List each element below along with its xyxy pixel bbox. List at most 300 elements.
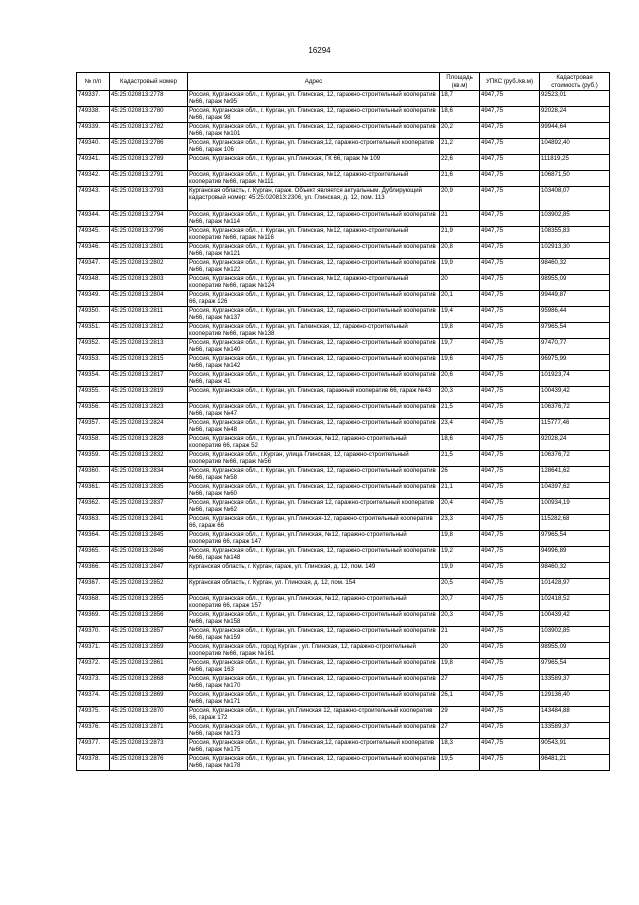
upks-cell: 4947,75 xyxy=(480,691,540,707)
area-cell: 20,2 xyxy=(440,123,480,139)
area-cell: 20,3 xyxy=(440,387,480,403)
upks-cell: 4947,75 xyxy=(480,467,540,483)
cadastral-cost-cell: 92028,24 xyxy=(540,107,610,123)
cadastral-cost-cell: 96975,99 xyxy=(540,355,610,371)
cadastral-cost-cell: 101428,97 xyxy=(540,579,610,595)
cadastral-cost-cell: 115282,68 xyxy=(540,515,610,531)
cadastral-number-cell: 45:25:020813:2811 xyxy=(110,307,188,323)
header-address: Адрес xyxy=(188,73,440,91)
upks-cell: 4947,75 xyxy=(480,107,540,123)
address-cell: Россия, Курганская обл., г. Курган, ул. Глинская, 12, гаражно-строительный кооператив 66, гараж 126 xyxy=(188,291,440,307)
header-upks: УПКС (руб./кв.м) xyxy=(480,73,540,91)
cadastral-number-cell: 45:25:020813:2870 xyxy=(110,707,188,723)
area-cell: 27 xyxy=(440,675,480,691)
cadastral-number-cell: 45:25:020813:2815 xyxy=(110,355,188,371)
table-row xyxy=(77,691,610,707)
cadastral-cost-cell: 98460,32 xyxy=(540,563,610,579)
row-num-cell: 749351. xyxy=(77,323,110,339)
row-num-cell: 749378. xyxy=(77,755,110,771)
cadastral-cost-cell: 128641,62 xyxy=(540,467,610,483)
upks-cell: 4947,75 xyxy=(480,123,540,139)
area-cell: 18,7 xyxy=(440,91,480,107)
cadastral-number-cell: 45:25:020813:2856 xyxy=(110,611,188,627)
row-num-cell: 749348. xyxy=(77,275,110,291)
row-num-cell: 749377. xyxy=(77,739,110,755)
area-cell: 20 xyxy=(440,643,480,659)
upks-cell: 4947,75 xyxy=(480,611,540,627)
row-num-cell: 749354. xyxy=(77,371,110,387)
cadastral-cost-cell: 102418,52 xyxy=(540,595,610,611)
row-num-cell: 749375. xyxy=(77,707,110,723)
upks-cell: 4947,75 xyxy=(480,483,540,499)
address-cell: Россия, Курганская обл., г. Курган, ул. Глинская, 12, гаражно-строительный кооператив №66, гараж №137 xyxy=(188,307,440,323)
upks-cell: 4947,75 xyxy=(480,499,540,515)
address-cell: Курганская область, г. Курган, ул. Глинская, д. 12, пом. 154 xyxy=(188,579,440,595)
table-row xyxy=(77,307,610,323)
cadastral-cost-cell: 104892,40 xyxy=(540,139,610,155)
table-row xyxy=(77,107,610,123)
table-row xyxy=(77,467,610,483)
row-num-cell: 749369. xyxy=(77,611,110,627)
cadastral-cost-cell: 103408,07 xyxy=(540,187,610,211)
row-num-cell: 749356. xyxy=(77,403,110,419)
cadastral-number-cell: 45:25:020813:2835 xyxy=(110,483,188,499)
upks-cell: 4947,75 xyxy=(480,707,540,723)
area-cell: 20,6 xyxy=(440,371,480,387)
address-cell: Россия, Курганская обл., г. Курган, ул. Глинская, 12, гаражно-строительный кооператив №66, гараж №159 xyxy=(188,627,440,643)
address-cell: Россия, Курганская обл., г. Курган, ул. Глинская, 12, гаражно-строительный кооператив №66, гараж №101 xyxy=(188,123,440,139)
cadastral-number-cell: 45:25:020813:2778 xyxy=(110,91,188,107)
header-area: Площадь (кв.м) xyxy=(440,73,480,91)
table-row xyxy=(77,155,610,171)
upks-cell: 4947,75 xyxy=(480,227,540,243)
cadastral-number-cell: 45:25:020813:2837 xyxy=(110,499,188,515)
cadastral-number-cell: 45:25:020813:2832 xyxy=(110,451,188,467)
cadastral-cost-cell: 92523,01 xyxy=(540,91,610,107)
header-cost: Кадастровая стоимость (руб.) xyxy=(540,73,610,91)
address-cell: Россия, Курганская обл., г. Курган, ул. Глинская, 12, гаражно-строительный кооператив №66, гараж №60 xyxy=(188,483,440,499)
cadastral-number-cell: 45:25:020813:2876 xyxy=(110,755,188,771)
row-num-cell: 749374. xyxy=(77,691,110,707)
address-cell: Россия, Курганская обл., г. Курган, ул.Глинская, №12, гаражно-строительный кооператив 66, гараж 52 xyxy=(188,435,440,451)
cadastral-cost-cell: 115777,46 xyxy=(540,419,610,435)
area-cell: 21,5 xyxy=(440,403,480,419)
cadastral-number-cell: 45:25:020813:2871 xyxy=(110,723,188,739)
table-row xyxy=(77,499,610,515)
address-cell: Россия, Курганская обл., г. Курган, ул. Глинская,12, гаражно-строительный кооператив №66, гараж №175 xyxy=(188,739,440,755)
cadastral-cost-cell: 97965,54 xyxy=(540,659,610,675)
cadastral-cost-cell: 99449,87 xyxy=(540,291,610,307)
cadastral-number-cell: 45:25:020813:2857 xyxy=(110,627,188,643)
address-cell: Россия, Курганская обл., г. Курган, ул.Глинская, №12, гаражно-строительный кооператив 66, гараж 147 xyxy=(188,531,440,547)
area-cell: 20,3 xyxy=(440,611,480,627)
table-row xyxy=(77,659,610,675)
cadastral-cost-cell: 106376,72 xyxy=(540,451,610,467)
upks-cell: 4947,75 xyxy=(480,739,540,755)
upks-cell: 4947,75 xyxy=(480,595,540,611)
area-cell: 19,5 xyxy=(440,755,480,771)
area-cell: 23,3 xyxy=(440,515,480,531)
row-num-cell: 749361. xyxy=(77,483,110,499)
table-row xyxy=(77,627,610,643)
table-row xyxy=(77,435,610,451)
table-row xyxy=(77,739,610,755)
upks-cell: 4947,75 xyxy=(480,291,540,307)
row-num-cell: 749365. xyxy=(77,547,110,563)
upks-cell: 4947,75 xyxy=(480,91,540,107)
address-cell: Россия, Курганская обл., г. Курган, ул. Глинская,12, гаражно-строительный кооператив №66, гараж 106 xyxy=(188,139,440,155)
area-cell: 27 xyxy=(440,723,480,739)
row-num-cell: 749371. xyxy=(77,643,110,659)
area-cell: 19,6 xyxy=(440,355,480,371)
upks-cell: 4947,75 xyxy=(480,563,540,579)
cadastral-number-cell: 45:25:020813:2801 xyxy=(110,243,188,259)
row-num-cell: 749344. xyxy=(77,211,110,227)
area-cell: 26 xyxy=(440,467,480,483)
address-cell: Россия, Курганская обл., г. Курган, ул. Глинская, 12, гаражно-строительный кооператив №66, гараж №121 xyxy=(188,243,440,259)
area-cell: 26,1 xyxy=(440,691,480,707)
upks-cell: 4947,75 xyxy=(480,451,540,467)
area-cell: 23,4 xyxy=(440,419,480,435)
address-cell: Россия, Курганская обл., г. Курган, ул. Глинская, 12, гаражно-строительный кооператив №66, гараж №170 xyxy=(188,675,440,691)
table-row xyxy=(77,139,610,155)
row-num-cell: 749370. xyxy=(77,627,110,643)
cadastral-number-cell: 45:25:020813:2828 xyxy=(110,435,188,451)
cadastral-cost-cell: 129136,40 xyxy=(540,691,610,707)
table-row xyxy=(77,531,610,547)
address-cell: Россия, Курганская обл., г. Курган, ул. Глинская 12, гаражно-строительный кооператив №66, гараж №62 xyxy=(188,499,440,515)
address-cell: Россия, Курганская обл., г. Курган, ул. Галкинская, 12, гаражно-строительный кооператив №66, гараж №138 xyxy=(188,323,440,339)
cadastral-number-cell: 45:25:020813:2819 xyxy=(110,387,188,403)
page-number: 16294 xyxy=(308,46,331,55)
row-num-cell: 749360. xyxy=(77,467,110,483)
cadastral-cost-cell: 103902,85 xyxy=(540,211,610,227)
cadastral-cost-cell: 111819,25 xyxy=(540,155,610,171)
upks-cell: 4947,75 xyxy=(480,643,540,659)
upks-cell: 4947,75 xyxy=(480,355,540,371)
table-row xyxy=(77,755,610,771)
cadastral-cost-cell: 95986,44 xyxy=(540,307,610,323)
upks-cell: 4947,75 xyxy=(480,339,540,355)
area-cell: 19,4 xyxy=(440,307,480,323)
cadastral-number-cell: 45:25:020813:2841 xyxy=(110,515,188,531)
table-body xyxy=(77,91,610,771)
area-cell: 19,8 xyxy=(440,323,480,339)
cadastral-cost-cell: 100934,19 xyxy=(540,499,610,515)
cadastral-cost-cell: 92028,24 xyxy=(540,435,610,451)
cadastral-cost-cell: 103902,85 xyxy=(540,627,610,643)
cadastral-number-cell: 45:25:020813:2803 xyxy=(110,275,188,291)
upks-cell: 4947,75 xyxy=(480,515,540,531)
cadastral-cost-cell: 108355,83 xyxy=(540,227,610,243)
row-num-cell: 749362. xyxy=(77,499,110,515)
upks-cell: 4947,75 xyxy=(480,211,540,227)
address-cell: Курганская область, г. Курган, гараж, ул. Глинская, д. 12, пом. 149 xyxy=(188,563,440,579)
row-num-cell: 749349. xyxy=(77,291,110,307)
table-row xyxy=(77,515,610,531)
upks-cell: 4947,75 xyxy=(480,307,540,323)
row-num-cell: 749363. xyxy=(77,515,110,531)
address-cell: Россия, Курганская обл., г. Курган, ул.Глинская-12, гаражно-строительный кооператив 66, гараж 66 xyxy=(188,515,440,531)
area-cell: 18,6 xyxy=(440,435,480,451)
area-cell: 20 xyxy=(440,275,480,291)
area-cell: 21,6 xyxy=(440,171,480,187)
row-num-cell: 749364. xyxy=(77,531,110,547)
area-cell: 21,5 xyxy=(440,451,480,467)
upks-cell: 4947,75 xyxy=(480,675,540,691)
cadastral-number-cell: 45:25:020813:2824 xyxy=(110,419,188,435)
area-cell: 19,8 xyxy=(440,531,480,547)
cadastral-cost-cell: 133589,37 xyxy=(540,723,610,739)
upks-cell: 4947,75 xyxy=(480,419,540,435)
area-cell: 19,9 xyxy=(440,563,480,579)
cadastral-cost-cell: 94996,89 xyxy=(540,547,610,563)
row-num-cell: 749358. xyxy=(77,435,110,451)
address-cell: Россия, Курганская обл., г. Курган, ул.Глинская, ГК 66, гараж № 109 xyxy=(188,155,440,171)
upks-cell: 4947,75 xyxy=(480,155,540,171)
cadastral-cost-cell: 104397,62 xyxy=(540,483,610,499)
cadastral-number-cell: 45:25:020813:2804 xyxy=(110,291,188,307)
area-cell: 19,9 xyxy=(440,259,480,275)
upks-cell: 4947,75 xyxy=(480,435,540,451)
address-cell: Курганская область, г. Курган, гараж. Объект является актуальным. Дублирующий кадастровый номер: 45:25:020813:2306, ул. Глинская, д. 12, пом. 113 xyxy=(188,187,440,211)
area-cell: 20,8 xyxy=(440,243,480,259)
upks-cell: 4947,75 xyxy=(480,659,540,675)
area-cell: 20,5 xyxy=(440,579,480,595)
upks-cell: 4947,75 xyxy=(480,243,540,259)
area-cell: 21,2 xyxy=(440,139,480,155)
row-num-cell: 749353. xyxy=(77,355,110,371)
row-num-cell: 749342. xyxy=(77,171,110,187)
cadastral-number-cell: 45:25:020813:2847 xyxy=(110,563,188,579)
row-num-cell: 749368. xyxy=(77,595,110,611)
upks-cell: 4947,75 xyxy=(480,531,540,547)
row-num-cell: 749367. xyxy=(77,579,110,595)
table-row xyxy=(77,339,610,355)
table-row xyxy=(77,259,610,275)
cadastral-number-cell: 45:25:020813:2786 xyxy=(110,139,188,155)
upks-cell: 4947,75 xyxy=(480,371,540,387)
cadastral-number-cell: 45:25:020813:2873 xyxy=(110,739,188,755)
upks-cell: 4947,75 xyxy=(480,403,540,419)
area-cell: 21,1 xyxy=(440,483,480,499)
cadastral-cost-cell: 106376,72 xyxy=(540,403,610,419)
table-row xyxy=(77,355,610,371)
address-cell: Россия, Курганская обл., г. Курган, ул. Глинская, 12, гаражно-строительный кооператив №66, гараж №48 xyxy=(188,419,440,435)
address-cell: Россия, Курганская обл., г. Курган, ул. Глинская, №12, гаражно-строительный кооператив №66, гараж №124 xyxy=(188,275,440,291)
cadastral-cost-cell: 133589,37 xyxy=(540,675,610,691)
cadastral-cost-cell: 98460,32 xyxy=(540,259,610,275)
area-cell: 20,1 xyxy=(440,291,480,307)
area-cell: 18,6 xyxy=(440,107,480,123)
table-row xyxy=(77,371,610,387)
table-row xyxy=(77,675,610,691)
address-cell: Россия, Курганская обл., город Курган , ул. Глинская, 12, гаражно-строительный кооператив №66, гараж №161 xyxy=(188,643,440,659)
area-cell: 20,4 xyxy=(440,499,480,515)
area-cell: 20,9 xyxy=(440,187,480,211)
area-cell: 18,3 xyxy=(440,739,480,755)
table-row xyxy=(77,211,610,227)
row-num-cell: 749337. xyxy=(77,91,110,107)
cadastral-number-cell: 45:25:020813:2789 xyxy=(110,155,188,171)
cadastral-cost-cell: 90543,91 xyxy=(540,739,610,755)
cadastral-number-cell: 45:25:020813:2780 xyxy=(110,107,188,123)
table-row xyxy=(77,563,610,579)
table-row xyxy=(77,403,610,419)
table-row xyxy=(77,387,610,403)
table-row xyxy=(77,579,610,595)
area-cell: 19,2 xyxy=(440,547,480,563)
area-cell: 19,7 xyxy=(440,339,480,355)
cadastral-number-cell: 45:25:020813:2869 xyxy=(110,691,188,707)
row-num-cell: 749340. xyxy=(77,139,110,155)
cadastral-number-cell: 45:25:020813:2855 xyxy=(110,595,188,611)
cadastral-number-cell: 45:25:020813:2861 xyxy=(110,659,188,675)
upks-cell: 4947,75 xyxy=(480,171,540,187)
address-cell: Россия, Курганская обл., г. Курган, ул. Глинская, 12, гаражно-строительный кооператив №66, гараж №114 xyxy=(188,211,440,227)
row-num-cell: 749357. xyxy=(77,419,110,435)
cadastral-number-cell: 45:25:020813:2845 xyxy=(110,531,188,547)
cadastral-number-cell: 45:25:020813:2794 xyxy=(110,211,188,227)
table-row xyxy=(77,187,610,211)
cadastral-cost-cell: 97470,77 xyxy=(540,339,610,355)
row-num-cell: 749346. xyxy=(77,243,110,259)
address-cell: Россия, Курганская обл., г. Курган, ул. Глинская, гаражный кооператив 66, гараж №43 xyxy=(188,387,440,403)
upks-cell: 4947,75 xyxy=(480,323,540,339)
cadastral-cost-cell: 98955,09 xyxy=(540,275,610,291)
upks-cell: 4947,75 xyxy=(480,755,540,771)
cadastral-cost-cell: 97965,54 xyxy=(540,531,610,547)
area-cell: 21 xyxy=(440,211,480,227)
cadastral-table xyxy=(76,72,610,771)
cadastral-number-cell: 45:25:020813:2834 xyxy=(110,467,188,483)
row-num-cell: 749355. xyxy=(77,387,110,403)
address-cell: Россия, Курганская обл., г. Курган, ул. Глинская, 12, гаражно-строительный кооператив №66, гараж №47 xyxy=(188,403,440,419)
address-cell: Россия, Курганская обл., г. Курган, ул. Глинская, 12, гаражно-строительный кооператив №66, гараж №95 xyxy=(188,91,440,107)
address-cell: Россия, Курганская обл., г. Курган, ул. Глинская, 12, гаражно-строительный кооператив №66, гараж №122 xyxy=(188,259,440,275)
upks-cell: 4947,75 xyxy=(480,187,540,211)
row-num-cell: 749338. xyxy=(77,107,110,123)
upks-cell: 4947,75 xyxy=(480,387,540,403)
table-row xyxy=(77,643,610,659)
cadastral-cost-cell: 99944,64 xyxy=(540,123,610,139)
row-num-cell: 749376. xyxy=(77,723,110,739)
row-num-cell: 749366. xyxy=(77,563,110,579)
table-row xyxy=(77,91,610,107)
cadastral-cost-cell: 97965,54 xyxy=(540,323,610,339)
row-num-cell: 749345. xyxy=(77,227,110,243)
row-num-cell: 749341. xyxy=(77,155,110,171)
address-cell: Россия, Курганская обл., г. Курган, ул.Глинская, №12, гаражно-строительный кооператив 66, гараж 157 xyxy=(188,595,440,611)
cadastral-number-cell: 45:25:020813:2796 xyxy=(110,227,188,243)
upks-cell: 4947,75 xyxy=(480,139,540,155)
table-row xyxy=(77,723,610,739)
cadastral-number-cell: 45:25:020813:2823 xyxy=(110,403,188,419)
table-row xyxy=(77,243,610,259)
cadastral-number-cell: 45:25:020813:2812 xyxy=(110,323,188,339)
address-cell: Россия, Курганская обл., г. Курган, ул. Глинская, 12, гаражно-строительный кооператив №66, гараж №178 xyxy=(188,755,440,771)
address-cell: Россия, Курганская обл., г. Курган, ул. Глинская, №12, гаражно-строительный кооператив №66, гараж №111 xyxy=(188,171,440,187)
cadastral-number-cell: 45:25:020813:2846 xyxy=(110,547,188,563)
address-cell: Россия, Курганская обл., г. Курган, ул. Глинская, 12, гаражно-строительный кооператив №66, гараж 163 xyxy=(188,659,440,675)
address-cell: Россия, Курганская обл., г. Курган, ул. Глинская, №12, гаражно-строительный кооператив №66, гараж №116 xyxy=(188,227,440,243)
cadastral-cost-cell: 98955,09 xyxy=(540,643,610,659)
table-row xyxy=(77,171,610,187)
table-row xyxy=(77,227,610,243)
cadastral-cost-cell: 106871,50 xyxy=(540,171,610,187)
cadastral-number-cell: 45:25:020813:2859 xyxy=(110,643,188,659)
row-num-cell: 749372. xyxy=(77,659,110,675)
address-cell: Россия, Курганская обл., г. Курган, ул. Глинская, 12, гаражно-строительный кооператив №66, гараж №158 xyxy=(188,611,440,627)
table-row xyxy=(77,547,610,563)
cadastral-number-cell: 45:25:020813:2782 xyxy=(110,123,188,139)
upks-cell: 4947,75 xyxy=(480,579,540,595)
cadastral-number-cell: 45:25:020813:2793 xyxy=(110,187,188,211)
area-cell: 22,6 xyxy=(440,155,480,171)
area-cell: 21,9 xyxy=(440,227,480,243)
upks-cell: 4947,75 xyxy=(480,547,540,563)
upks-cell: 4947,75 xyxy=(480,627,540,643)
table-row xyxy=(77,483,610,499)
table-row xyxy=(77,275,610,291)
address-cell: Россия, Курганская обл., г. Курган, ул. Глинская, 12, гаражно-строительный кооператив №66, гараж 98 xyxy=(188,107,440,123)
cadastral-number-cell: 45:25:020813:2817 xyxy=(110,371,188,387)
header-num: № п/п xyxy=(77,73,110,91)
address-cell: Россия, Курганская обл., г. Курган, ул.Глинская 12, гаражно-строительный кооператив 66, гараж 172 xyxy=(188,707,440,723)
row-num-cell: 749373. xyxy=(77,675,110,691)
table-header-row xyxy=(77,73,610,91)
upks-cell: 4947,75 xyxy=(480,259,540,275)
cadastral-number-cell: 45:25:020813:2791 xyxy=(110,171,188,187)
table-row xyxy=(77,451,610,467)
row-num-cell: 749359. xyxy=(77,451,110,467)
cadastral-number-cell: 45:25:020813:2813 xyxy=(110,339,188,355)
table-row xyxy=(77,291,610,307)
table-row xyxy=(77,323,610,339)
cadastral-cost-cell: 102913,30 xyxy=(540,243,610,259)
upks-cell: 4947,75 xyxy=(480,723,540,739)
area-cell: 21 xyxy=(440,627,480,643)
row-num-cell: 749352. xyxy=(77,339,110,355)
row-num-cell: 749347. xyxy=(77,259,110,275)
address-cell: Россия, Курганская обл., г. Курган, ул. Глинская, 12, гаражно-строительный кооператив №66, гараж №142 xyxy=(188,355,440,371)
address-cell: Россия, Курганская обл., г. Курган, ул. Глинская, 12, гаражно-строительный кооператив №66, гараж №171 xyxy=(188,691,440,707)
area-cell: 19,8 xyxy=(440,659,480,675)
cadastral-number-cell: 45:25:020813:2868 xyxy=(110,675,188,691)
row-num-cell: 749350. xyxy=(77,307,110,323)
table-row xyxy=(77,595,610,611)
cadastral-cost-cell: 101923,74 xyxy=(540,371,610,387)
cadastral-cost-cell: 100439,42 xyxy=(540,611,610,627)
table-row xyxy=(77,611,610,627)
address-cell: Россия, Курганская обл., г. Курган, ул. Глинская, 12, гаражно-строительный кооператив №66, гараж №58 xyxy=(188,467,440,483)
upks-cell: 4947,75 xyxy=(480,275,540,291)
cadastral-number-cell: 45:25:020813:2802 xyxy=(110,259,188,275)
table-row xyxy=(77,707,610,723)
address-cell: Россия, Курганская обл., г. Курган, ул. Глинская, 12, гаражно-строительный кооператив №66, гараж №140 xyxy=(188,339,440,355)
address-cell: Россия, Курганская обл., г.Курган, улица Глинская, 12, гаражно-строительный кооператив №66, гараж №56 xyxy=(188,451,440,467)
address-cell: Россия, Курганская обл., г. Курган, ул. Глинская, 12, гаражно-строительный кооператив №66, гараж №148 xyxy=(188,547,440,563)
area-cell: 29 xyxy=(440,707,480,723)
row-num-cell: 749343. xyxy=(77,187,110,211)
row-num-cell: 749339. xyxy=(77,123,110,139)
table-row xyxy=(77,123,610,139)
address-cell: Россия, Курганская обл., г. Курган, ул. Глинская, 12, гаражно-строительный кооператив №66, гараж 41 xyxy=(188,371,440,387)
cadastral-cost-cell: 100439,42 xyxy=(540,387,610,403)
cadastral-number-cell: 45:25:020813:2852 xyxy=(110,579,188,595)
cadastral-cost-cell: 143484,88 xyxy=(540,707,610,723)
area-cell: 20,7 xyxy=(440,595,480,611)
